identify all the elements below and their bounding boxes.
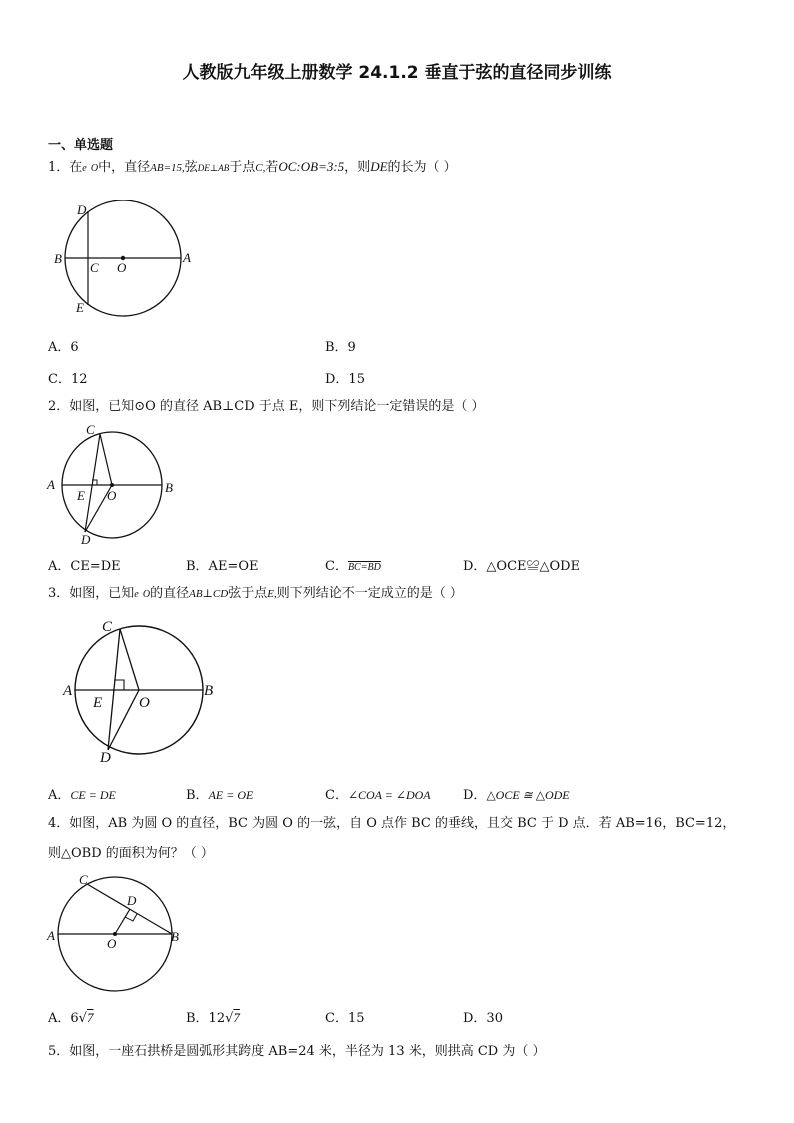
fig1-label-c: C xyxy=(90,260,99,275)
fig2-label-d: D xyxy=(81,532,91,547)
question-3-figure xyxy=(60,618,220,766)
fig1-label-d: D xyxy=(77,202,87,217)
question-3-stem: 3．如图，已知e O的直径AB⊥CD弦于点E,则下列结论不一定成立的是（ ） xyxy=(48,586,463,601)
q1-option-c[interactable]: C．12 xyxy=(48,372,88,387)
q4-option-c[interactable]: C．15 xyxy=(325,1011,365,1026)
question-2-stem: 2．如图，已知⊙O 的直径 AB⊥CD 于点 E，则下列结论一定错误的是（ ） xyxy=(48,399,485,414)
q1-option-d[interactable]: D．15 xyxy=(325,372,365,387)
fig2-label-a: A xyxy=(47,477,55,492)
fig3-label-e: E xyxy=(93,695,103,711)
fig1-label-b: B xyxy=(54,251,62,266)
question-1-stem: 1．在e O中，直径AB=15,弦DE⊥AB于点C,若OC:OB=3:5，则DE的长为（ ） xyxy=(48,159,457,175)
question-5-stem: 5．如图，一座石拱桥是圆弧形其跨度 AB=24 米，半径为 13 米，则拱高 CD 为（ ） xyxy=(48,1044,546,1059)
fig1-label-a: A xyxy=(183,250,191,265)
fig4-label-a: A xyxy=(47,928,55,943)
q3-option-b[interactable]: B．AE = OE xyxy=(186,788,254,803)
q2-option-c[interactable]: C．BC=BD xyxy=(325,559,381,574)
fig2-label-e: E xyxy=(77,488,85,503)
q1-option-a[interactable]: A．6 xyxy=(48,340,79,355)
q2-option-c-arc: BC=BD xyxy=(347,562,381,573)
section-heading: 一、单选题 xyxy=(48,138,114,153)
page-title: 人教版九年级上册数学 24.1.2 垂直于弦的直径同步训练 xyxy=(182,63,612,83)
fig3-label-o: O xyxy=(139,695,150,711)
q1-option-b[interactable]: B．9 xyxy=(325,340,356,355)
question-4-figure xyxy=(45,870,195,995)
q3-option-d[interactable]: D．△OCE ≅ △ODE xyxy=(463,788,570,803)
fig3-label-a: A xyxy=(63,683,73,699)
q4-option-a[interactable]: A．6√7 xyxy=(48,1010,94,1026)
fig3-label-d: D xyxy=(100,750,111,766)
fig4-label-b: B xyxy=(171,929,179,944)
q4-option-b[interactable]: B．12√7 xyxy=(186,1010,240,1026)
question-4-stem-line1: 4．如图，AB 为圆 O 的直径，BC 为圆 O 的一弦，自 O 点作 BC 的垂线，且交 BC 于 D 点．若 AB=16，BC=12， xyxy=(48,816,736,831)
fig4-label-c: C xyxy=(79,872,88,887)
fig2-label-o: O xyxy=(107,488,117,503)
question-1-figure xyxy=(50,200,200,320)
fig4-label-d: D xyxy=(127,893,137,908)
fig3-label-b: B xyxy=(204,683,214,699)
fig1-label-e: E xyxy=(76,300,84,315)
fig1-label-o: O xyxy=(117,260,127,275)
q3-option-c[interactable]: C．∠COA = ∠DOA xyxy=(325,788,431,803)
fig4-label-o: O xyxy=(107,936,117,951)
q4-option-d[interactable]: D．30 xyxy=(463,1011,503,1026)
fig2-label-b: B xyxy=(165,480,173,495)
q2-option-b[interactable]: B．AE=OE xyxy=(186,559,259,574)
question-2-figure xyxy=(45,422,185,547)
q3-option-a[interactable]: A．CE = DE xyxy=(48,788,116,803)
q2-option-a[interactable]: A．CE=DE xyxy=(48,559,121,574)
q2-option-d[interactable]: D．△OCE≌△ODE xyxy=(463,559,581,574)
fig3-label-c: C xyxy=(102,619,113,635)
fig2-label-c: C xyxy=(86,422,95,437)
question-4-stem-line2: 则△OBD 的面积为何？（ ） xyxy=(48,846,214,861)
